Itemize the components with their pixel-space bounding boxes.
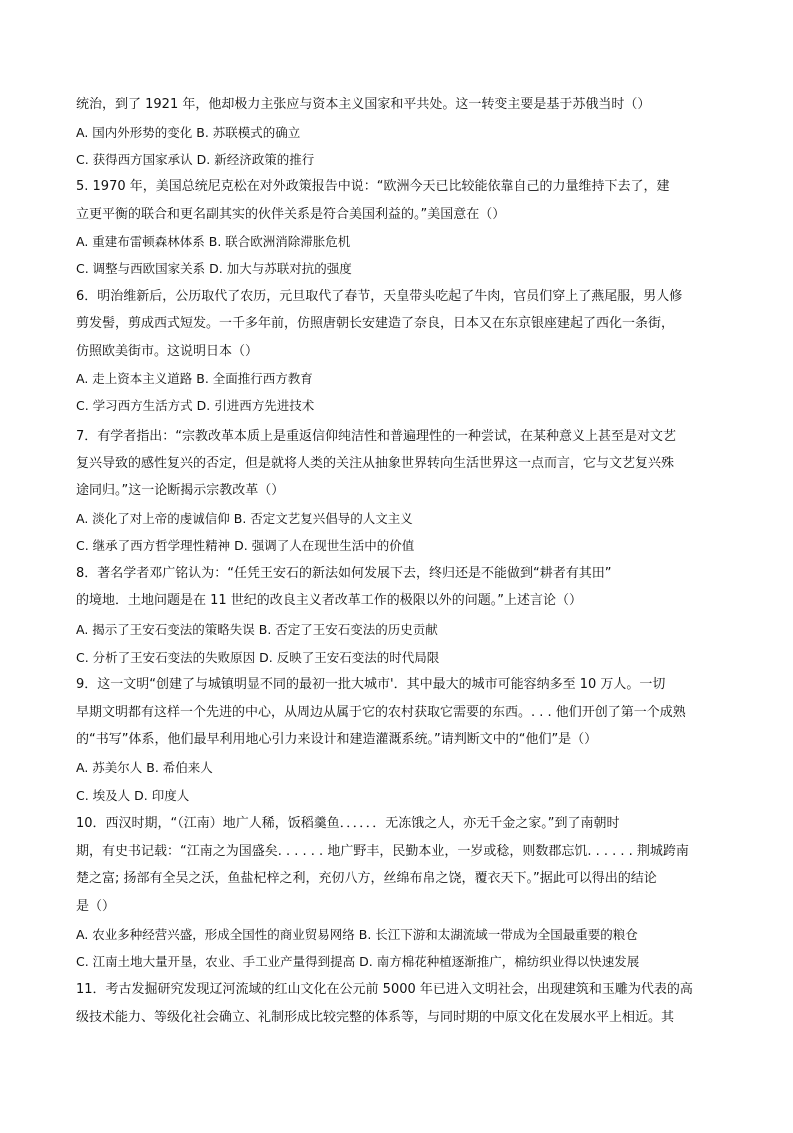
question-7-line: 7．有学者指出：“宗教改革本质上是重返信仰纯洁性和普遍理性的一种尝试，在某种意义上甚至是对文艺 xyxy=(76,429,677,444)
option-line: C. 继承了西方哲学理性精神 D. 强调了人在现世生活中的价值 xyxy=(76,538,415,553)
text-line: 的“书写”体系，他们最早利用地心引力来设计和建造灌溉系统。”请判断文中的“他们”是（） xyxy=(76,732,598,747)
text-line: 仿照欧美街市。这说明日本（） xyxy=(76,344,259,359)
question-8-line: 8．著名学者邓广铭认为：“任凭王安石的新法如何发展下去，终归还是不能做到“耕者有其田” xyxy=(76,566,612,581)
question-6-line: 6．明治维新后，公历取代了农历，元旦取代了春节，天皇带头吃起了牛肉，官员们穿上了燕尾服，男人修 xyxy=(76,289,683,304)
option-line: A. 揭示了王安石变法的策略失误 B. 否定了王安石变法的历史贡献 xyxy=(76,622,438,637)
option-line: C. 分析了王安石变法的失败原因 D. 反映了王安石变法的时代局限 xyxy=(76,650,440,665)
question-10-line: 10．西汉时期，“（江南）地广人稀，饭稻羹鱼．．．．．．无冻饿之人，亦无千金之家。”到了南朝时 xyxy=(76,816,620,831)
option-line: A. 苏美尔人 B. 希伯来人 xyxy=(76,760,213,775)
text-line: 的境地．土地问题是在 11 世纪的改良主义者改革工作的极限以外的问题。”上述言论（） xyxy=(76,593,583,608)
text-line: 早期文明都有这样一个先进的中心，从周边从属于它的农村获取它需要的东西。. . . 他们开创了第一个成熟 xyxy=(76,705,686,720)
text-line: 统治，到了 1921 年，他却极力主张应与资本主义国家和平共处。这一转变主要是基于苏俄当时（） xyxy=(76,97,651,112)
option-line: A. 重建布雷顿森林体系 B. 联合欧洲消除滞胀危机 xyxy=(76,234,351,249)
option-line: A. 农业多种经营兴盛，形成全国性的商业贸易网络 B. 长江下游和太湖流域一带成为全国最重要的粮仓 xyxy=(76,927,638,942)
text-line: 剪发髻，剪成西式短发。一千多年前，仿照唐朝长安建造了奈良，日本又在东京银座建起了西化一条街， xyxy=(76,316,675,331)
question-11-line: 11．考古发掘研究发现辽河流域的红山文化在公元前 5000 年已进入文明社会，出现建筑和玉雕为代表的高 xyxy=(76,982,693,997)
text-line: 复兴导致的感性复兴的否定，但是就将人类的关注从抽象世界转向生活世界这一点而言，它与文艺复兴殊 xyxy=(76,456,675,471)
question-5-line: 5. 1970 年，美国总统尼克松在对外政策报告中说：“欧洲今天已比较能依靠自己的力量维持下去了，建 xyxy=(76,179,670,194)
option-line: A. 国内外形势的变化 B. 苏联模式的确立 xyxy=(76,125,301,140)
option-line: C. 调整与西欧国家关系 D. 加大与苏联对抗的强度 xyxy=(76,261,352,276)
text-line: 立更平衡的联合和更名副其实的伙伴关系是符合美国利益的。”美国意在（） xyxy=(76,207,506,222)
option-line: A. 走上资本主义道路 B. 全面推行西方教育 xyxy=(76,371,313,386)
text-line: 级技术能力、等级化社会确立、礼制形成比较完整的体系等，与同时期的中原文化在发展水平上相近。其 xyxy=(76,1010,675,1025)
text-line: 期，有史书记载：“江南之为国盛矣. . . . . . 地广野丰，民勤本业，一岁或稔，则数郡忘饥. . . . . . 荆城跨南 xyxy=(76,844,689,859)
option-line: C. 江南土地大量开垦，农业、手工业产量得到提高 D. 南方棉花种植逐渐推广，棉纺织业得以快速发展 xyxy=(76,954,640,969)
text-line: 是（） xyxy=(76,899,116,914)
option-line: C. 埃及人 D. 印度人 xyxy=(76,788,190,803)
option-line: C. 学习西方生活方式 D. 引进西方先进技术 xyxy=(76,398,315,413)
text-line: 途同归。”这一论断揭示宗教改革（） xyxy=(76,483,285,498)
question-9-line: 9．这一文明“创建了与城镇明显不同的最初一批大城市'．其中最大的城市可能容纳多至 10 万人。一切 xyxy=(76,677,666,692)
option-line: A. 淡化了对上帝的虔诚信仰 B. 否定文艺复兴倡导的人文主义 xyxy=(76,511,413,526)
option-line: C. 获得西方国家承认 D. 新经济政策的推行 xyxy=(76,152,315,167)
text-line: 楚之富; 扬部有全吴之沃，鱼盐杞梓之利，充仞八方，丝绵布帛之饶，覆衣天下。”据此可以得出的结论 xyxy=(76,871,657,886)
